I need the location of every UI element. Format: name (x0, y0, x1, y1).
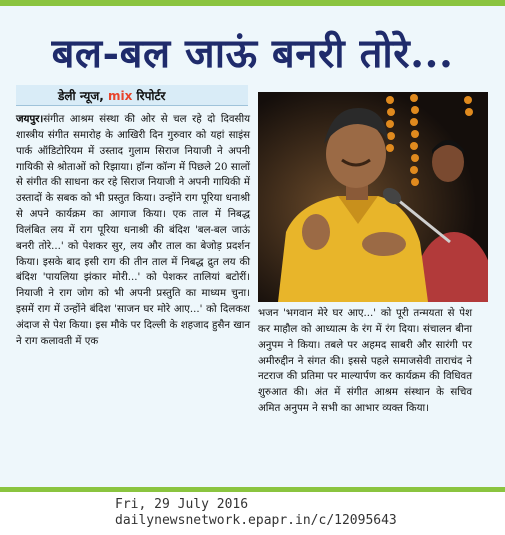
article-column-right: भजन 'भगवान मेरे घर आए...' को पूरी तन्मयता से पेश कर माहौल को आध्यात्म के रंग में रंग दिया। संचालन बीना अनुपम ने किया। तबले पर अहमद साबरी और सारंगी पर अमीरुद्दीन ने संगत की। इससे पहले समाजसेवी ताराचंद ने नटराज की प्रतिमा पर माल्यार्पण कर कार्यक्रम की विधिवत शुरुआत की। अंत में संगीत आश्रम संस्थान के सचिव अमित अनुपम ने सभी का आभार व्यक्त किया। (258, 308, 472, 415)
byline-bar (16, 85, 248, 106)
bottom-border-stripe (0, 487, 505, 492)
singer-photo (258, 92, 488, 302)
performance-image (258, 92, 488, 302)
headline: बल-बल जाऊं बनरी तोरे... (51, 30, 454, 77)
source-link[interactable]: dailynewsnetwork.epapr.in/c/12095643 (115, 513, 397, 528)
byline-suffix: रिपोर्टर (136, 89, 166, 103)
article-body-left: संगीत आश्रम संस्था की ओर से चल रहे दो दिवसीय शास्त्रीय संगीत समारोह के आखिरी दिन गुरुवार को यहां साइंस पार्क ऑडिटोरियम में उस्ताद गुलाम सिराज नियाजी ने अपनी गायिकी से श्रोताओं को रिझाया। हॉन्ग कॉन्ग में पिछले 20 सालों से संगीत की साधना कर रहे सिराज नियाजी ने अपनी गायिकी में उस्तादों के सबक को भी प्रस्तुत किया। उन्होंने राग पूरिया धनाश्री से अपने कार्यक्रम का आगाज किया। एक ताल में निबद्ध विलंबित लय में राग पूरिया धनाश्री की बंदिश 'बल-बल जाऊं बनरी तोरे...' को पेशकर सुर, लय और ताल का बेजोड़ प्रदर्शन किया। इसके बाद इसी राग की तीन ताल में निबद्ध द्रुत लय की बंदिश 'पायलिया झंकार मोरी...' को पेशकर तालियां बटोरीं। नियाजी ने राग जोग को भी अपनी प्रस्तुति का माध्यम चुना। इसमें राग में उन्होंने बंदिश 'साजन घर मोरे आए...' को दिलकश अंदाज से पेश किया। इस मौके पर दिल्ली के शहजाद हुसैन खान ने राग कलावती में एक (16, 114, 250, 347)
byline-prefix: डेली न्यूज, (58, 89, 104, 103)
clipping-footer (115, 497, 397, 529)
publication-date: Fri, 29 July 2016 (115, 497, 249, 512)
dateline-city: जयपुर। (16, 113, 44, 125)
article-column-left (16, 112, 250, 350)
byline (58, 87, 165, 104)
byline-mix-logo: mix (108, 89, 133, 103)
